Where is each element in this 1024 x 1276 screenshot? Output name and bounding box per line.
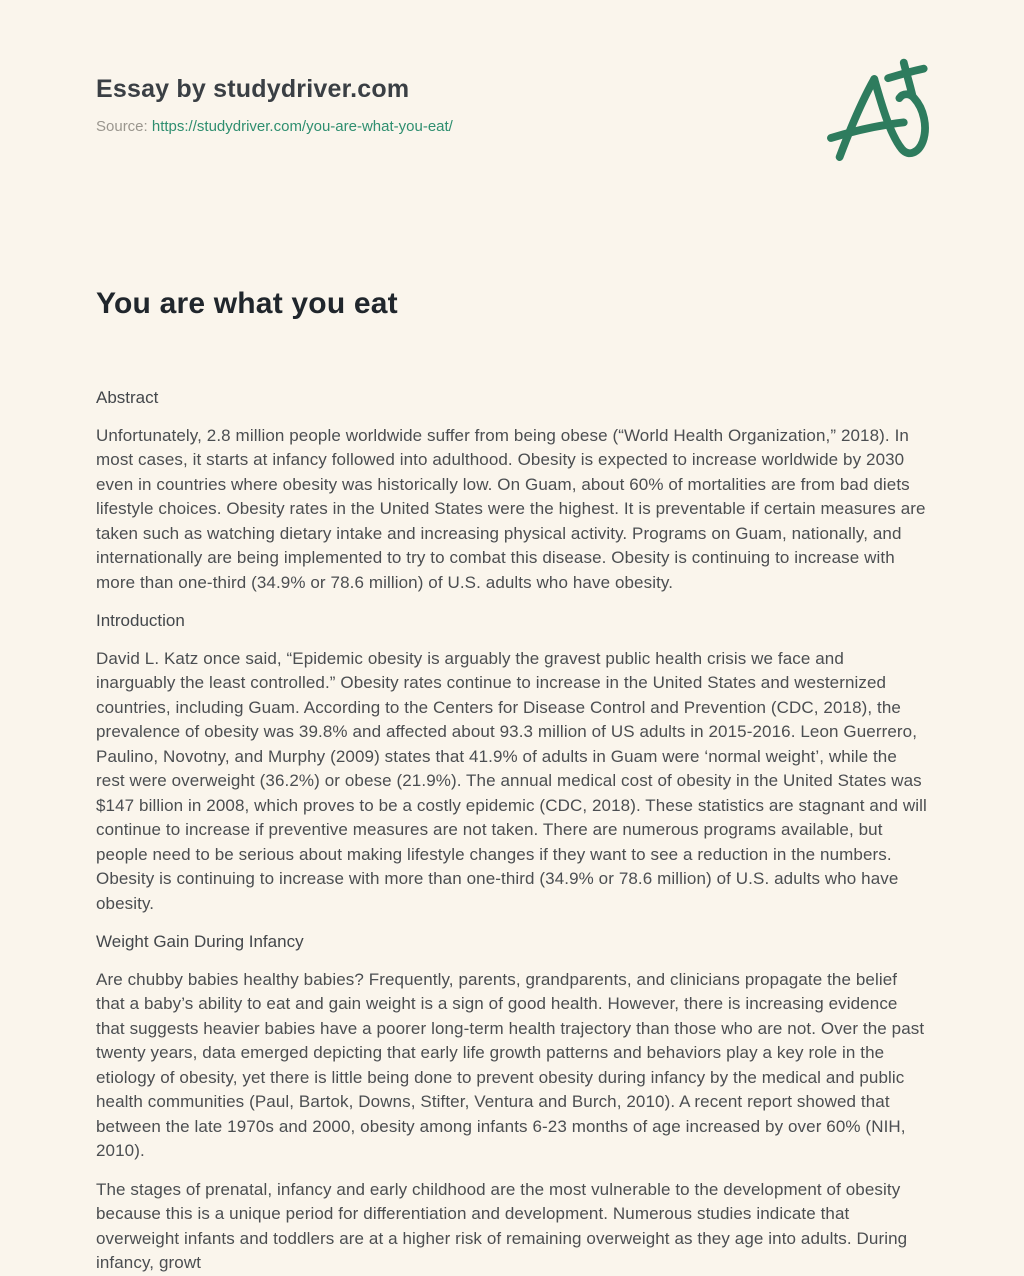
source-link[interactable]: https://studydriver.com/you-are-what-you-eat/: [151, 118, 453, 135]
essay-body: [96, 286, 928, 1276]
a-plus-logo-icon: [824, 58, 928, 166]
header-text-block: [96, 74, 453, 138]
source-line: [96, 116, 453, 138]
weight-gain-paragraph-1: Are chubby babies healthy babies? Frequently, parents, grandparents, and clinicians propagate the belief that a baby’s ability to eat and gain weight is a sign of good health. However, there is increasing evidence that suggests heavier babies have a poorer long-term health trajectory than those who are not. Over the past twenty years, data emerged depicting that early life growth patterns and behaviors play a key role in the etiology of obesity, yet there is little being done to prevent obesity during infancy by the medical and public health communities (Paul, Bartok, Downs, Stifter, Ventura and Burch, 2010). A recent report showed that between the late 1970s and 2000, obesity among infants 6-23 months of age increased by over 60% (NIH, 2010).: [96, 969, 925, 1160]
source-label: Source:: [96, 118, 148, 135]
section-heading-introduction: Introduction: [96, 611, 185, 630]
abstract-paragraph: Unfortunately, 2.8 million people worldwide suffer from being obese (“World Health Organization,” 2018). In most cases, it starts at infancy followed into adulthood. Obesity is expected to increase worldwide by 2030 even in countries where obesity was historically low. On Guam, about 60% of mortalities are from bad diets lifestyle choices. Obesity rates in the United States were the highest. It is preventable if certain measures are taken such as watching dietary intake and increasing physical activity. Programs on Guam, nationally, and internationally are being implemented to try to combat this disease. Obesity is continuing to increase with more than one-third (34.9% or 78.6 million) of U.S. adults who have obesity.: [96, 425, 926, 592]
essay-title: You are what you eat: [96, 287, 398, 320]
section-heading-weight-gain-during-infancy: Weight Gain During Infancy: [96, 932, 304, 951]
introduction-paragraph: David L. Katz once said, “Epidemic obesity is arguably the gravest public health crisis we face and inarguably the least controlled.” Obesity rates continue to increase in the United States and westernized countries, including Guam. According to the Centers for Disease Control and Prevention (CDC, 2018), the prevalence of obesity was 39.8% and affected about 93.3 million of US adults in 2015-2016. Leon Guerrero, Paulino, Novotny, and Murphy (2009) states that 41.9% of adults in Guam were ‘normal weight’, while the rest were overweight (36.2%) or obese (21.9%). The annual medical cost of obesity in the United States was $147 billion in 2008, which proves to be a costly epidemic (CDC, 2018). These statistics are stagnant and will continue to increase if preventive measures are not taken. There are numerous programs available, but people need to be serious about making lifestyle changes if they want to see a reduction in the numbers. Obesity is continuing to increase with more than one-third (34.9% or 78.6 million) of U.S. adults who have obesity.: [96, 648, 927, 913]
site-title: Essay by studydriver.com: [96, 75, 410, 103]
page-header: [96, 0, 928, 166]
weight-gain-paragraph-2: The stages of prenatal, infancy and early childhood are the most vulnerable to the development of obesity because this is a unique period for differentiation and development. Numerous studies indicate that overweight infants and toddlers are at a higher risk of remaining overweight as they age into adults. During infancy, growt: [96, 1179, 908, 1272]
section-heading-abstract: Abstract: [96, 388, 159, 407]
